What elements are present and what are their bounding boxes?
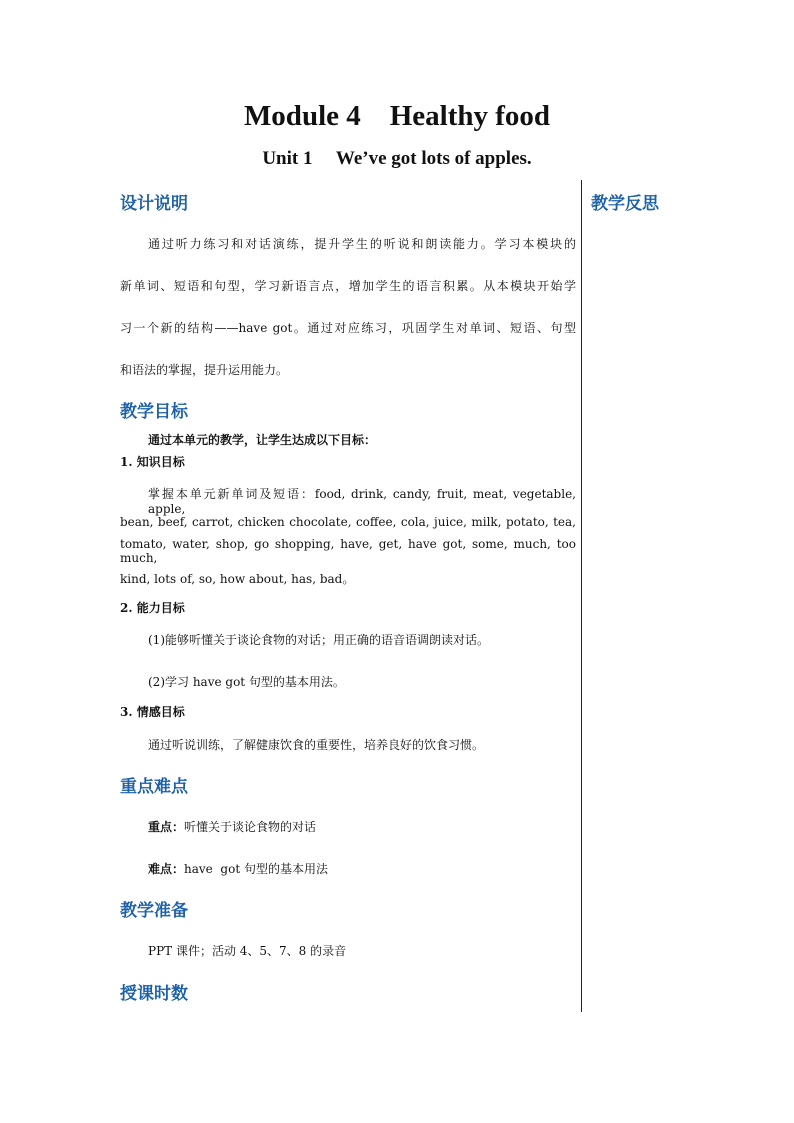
difficult-point-label: 难点： [148, 862, 185, 876]
hours-heading: 授课时数 [120, 984, 188, 1004]
preparation-line: PPT 课件；活动 4、5、7、8 的录音 [148, 944, 347, 958]
ability-line-1: (1)能够听懂关于谈论食物的对话；用正确的语音语调朗读对话。 [148, 633, 490, 647]
design-line-1: 通过听力练习和对话演练，提升学生的听说和朗读能力。学习本模块的 [148, 237, 576, 251]
column-divider [581, 180, 582, 1012]
ability-goal-label: 2. 能力目标 [120, 601, 185, 615]
knowledge-line-3: tomato, water, shop, go shopping, have, get, have got, some, much, too much, [120, 537, 576, 565]
design-line-3: 习一个新的结构——have got。通过对应练习，巩固学生对单词、短语、句型 [120, 321, 576, 335]
key-points-heading: 重点难点 [120, 777, 188, 797]
difficult-point-line [148, 860, 328, 877]
emotion-goal-label: 3. 情感目标 [120, 705, 185, 719]
key-point-text: 听懂关于谈论食物的对话 [184, 820, 317, 834]
knowledge-line-4: kind, lots of, so, how about, has, bad。 [120, 572, 355, 586]
design-line-4: 和语法的掌握，提升运用能力。 [120, 363, 289, 377]
design-heading: 设计说明 [120, 194, 188, 214]
design-line-2: 新单词、短语和句型，学习新语言点，增加学生的语言积累。从本模块开始学 [120, 279, 576, 293]
key-point-label: 重点： [148, 820, 185, 834]
knowledge-goal-label: 1. 知识目标 [120, 455, 185, 469]
goals-intro: 通过本单元的教学，让学生达成以下目标： [148, 433, 377, 447]
ability-line-2: (2)学习 have got 句型的基本用法。 [148, 675, 345, 689]
difficult-point-text: have got 句型的基本用法 [184, 862, 328, 876]
document-title: Module 4 Healthy food [243, 100, 551, 132]
knowledge-line-1: 掌握本单元新单词及短语：food, drink, candy, fruit, meat, vegetable, apple, [148, 487, 576, 516]
goals-heading: 教学目标 [120, 402, 188, 422]
knowledge-line-2: bean, beef, carrot, chicken chocolate, coffee, cola, juice, milk, potato, tea, [120, 515, 576, 529]
reflection-heading: 教学反思 [591, 194, 659, 214]
emotion-line: 通过听说训练，了解健康饮食的重要性，培养良好的饮食习惯。 [148, 738, 485, 752]
document-subtitle: Unit 1 We’ve got lots of apples. [262, 148, 532, 169]
preparation-heading: 教学准备 [120, 901, 188, 921]
key-point-line [148, 818, 316, 835]
